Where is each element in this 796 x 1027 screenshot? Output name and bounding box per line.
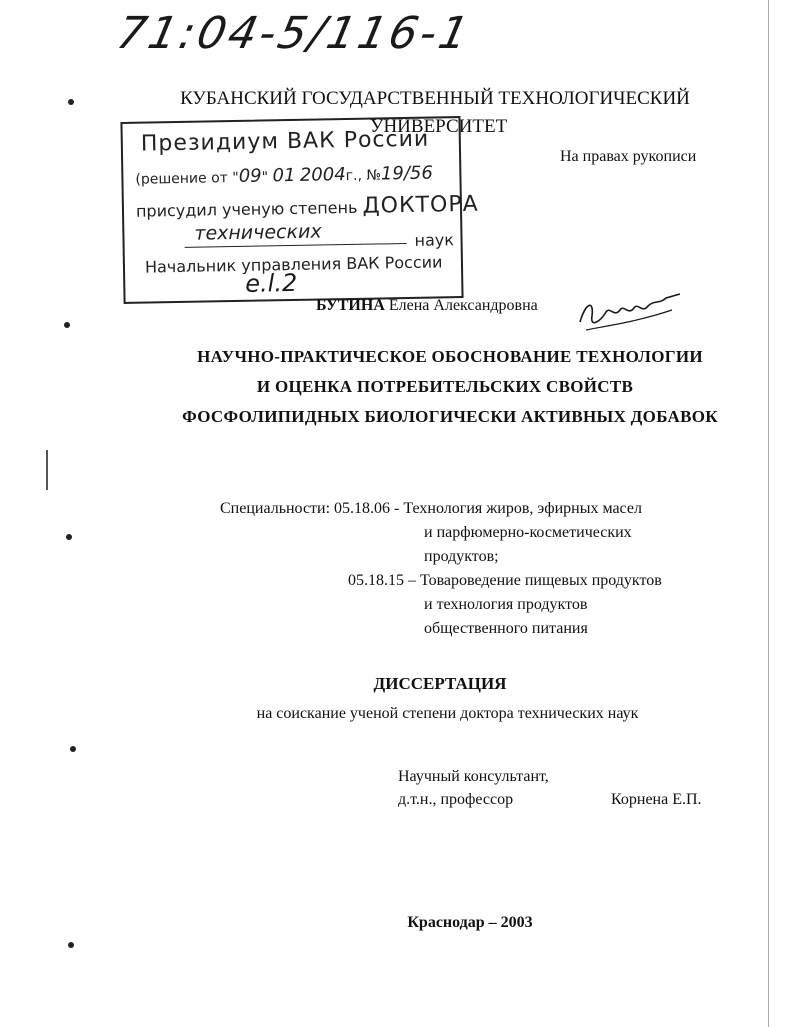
margin-mark [64, 322, 70, 328]
margin-mark [66, 534, 72, 540]
thesis-title-line: И ОЦЕНКА ПОТРЕБИТЕЛЬСКИХ СВОЙСТВ [256, 377, 634, 396]
dissertation-heading: ДИССЕРТАЦИЯ [373, 674, 507, 693]
stamp-award-text: присудил ученую степень [135, 197, 358, 221]
vak-stamp [120, 116, 479, 304]
stamp-award-degree: ДОКТОРА [362, 191, 479, 219]
specialty-line: 05.18.15 – Товароведение пищевых продуктов [348, 572, 662, 589]
stamp-decision-prefix: (решение от " [135, 169, 239, 188]
stamp-decision-month: 01 [272, 164, 296, 187]
thesis-title-line: ФОСФОЛИПИДНЫХ БИОЛОГИЧЕСКИ АКТИВНЫХ ДОБАВОК [182, 407, 718, 426]
author-signature [576, 292, 686, 336]
thesis-title-line: НАУЧНО-ПРАКТИЧЕСКОЕ ОБОСНОВАНИЕ ТЕХНОЛОГИИ [197, 347, 703, 366]
margin-mark [70, 746, 76, 752]
stamp-head: Начальник управления ВАК России [144, 252, 443, 277]
dissertation-subheading: на соискание ученой степени доктора технических наук [256, 705, 639, 722]
consultant-label: Научный консультант, [398, 768, 549, 785]
scan-edge-line [768, 0, 769, 1027]
university-name-line2: УНИВЕРСИТЕТ [370, 116, 508, 137]
author-given-names: Елена Александровна [388, 297, 538, 314]
stamp-decision-suffix: г., № [345, 167, 382, 185]
author [316, 297, 538, 315]
university-name: КУБАНСКИЙ ГОСУДАРСТВЕННЫЙ ТЕХНОЛОГИЧЕСКИЙ [180, 88, 690, 109]
consultant-name: Корнена Е.П. [611, 791, 702, 808]
stamp-title: Президиум ВАК России [140, 126, 430, 157]
scan-edge-line [46, 450, 48, 490]
specialty-line: общественного питания [424, 620, 588, 637]
specialty-line: и технология продуктов [424, 596, 588, 613]
author-surname: БУТИНА [316, 297, 385, 314]
city-year: Краснодар – 2003 [407, 914, 533, 931]
specialty-line: Специальности: 05.18.06 - Технология жиров, эфирных масел [220, 500, 642, 517]
consultant-rank: д.т.н., профессор [398, 791, 514, 808]
stamp-science-handwritten: технических [194, 220, 322, 245]
stamp-signature: e.l.2 [245, 268, 298, 298]
stamp-decision-number: 19/56 [380, 162, 434, 185]
specialty-line: продуктов; [424, 548, 499, 565]
stamp-decision [135, 163, 433, 189]
rights-note: На правах рукописи [560, 148, 697, 165]
archive-code: 71:04-5/116-1 [112, 8, 476, 59]
margin-mark [68, 942, 74, 948]
specialty-line: и парфюмерно-косметических [424, 524, 632, 541]
stamp-award [136, 192, 479, 223]
stamp-decision-day: 09 [238, 165, 262, 187]
stamp-decision-year: 2004 [299, 164, 346, 186]
stamp-decision-mid: " [261, 169, 269, 186]
stamp-science-suffix: наук [414, 230, 455, 250]
